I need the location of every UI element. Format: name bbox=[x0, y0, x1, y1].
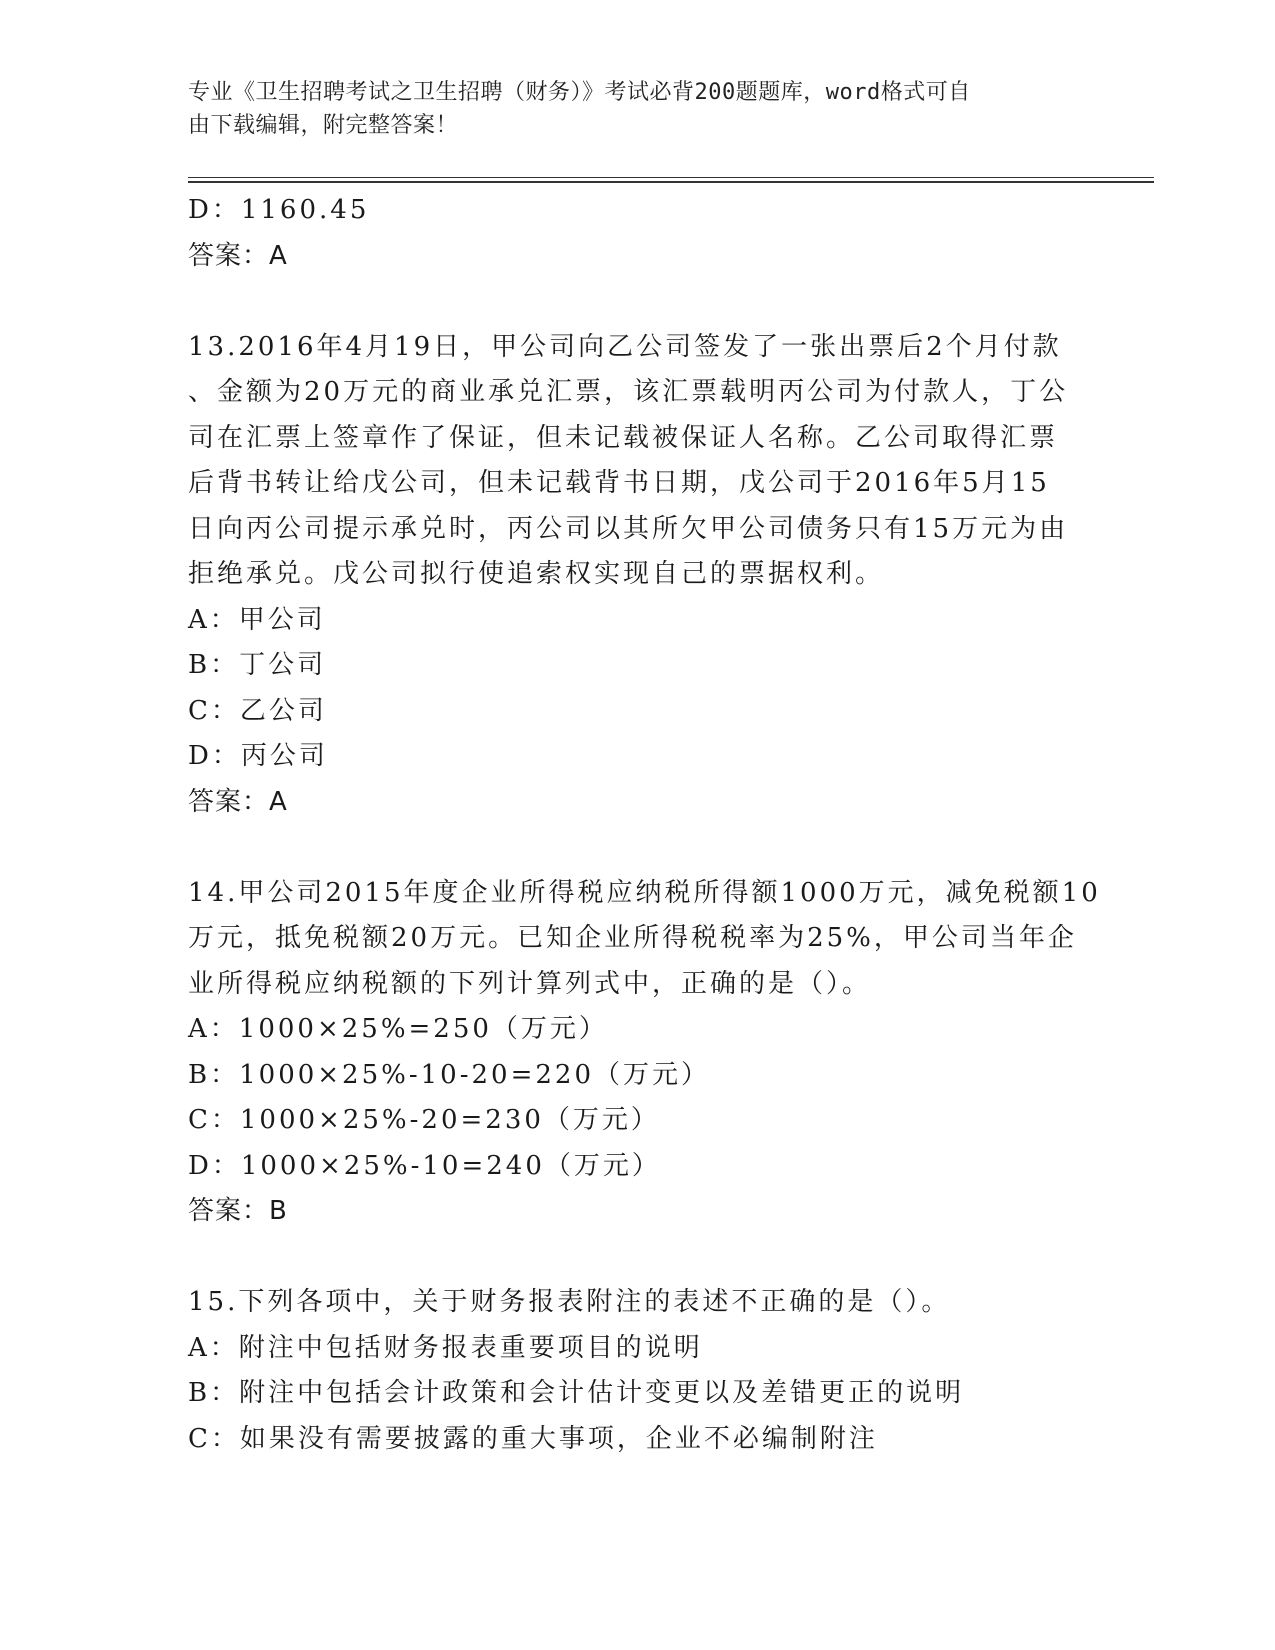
previous-question-tail bbox=[188, 188, 1088, 279]
question-text-line: 后背书转让给戊公司，但未记载背书日期，戊公司于2016年5月15 bbox=[188, 468, 1050, 498]
question-text-line: 司在汇票上签章作了保证，但未记载被保证人名称。乙公司取得汇票 bbox=[188, 422, 1059, 453]
answer-line: 答案：A bbox=[188, 786, 288, 817]
question-13 bbox=[188, 325, 1088, 826]
question-content bbox=[188, 188, 1101, 1462]
option-a: A：附注中包括财务报表重要项目的说明 bbox=[188, 1332, 703, 1363]
question-text-line: 、金额为20万元的商业承兑汇票，该汇票载明丙公司为付款人，丁公 bbox=[188, 377, 1069, 407]
option-c: C：1000×25%-20=230（万元） bbox=[188, 1105, 660, 1135]
option-a: A：甲公司 bbox=[188, 604, 326, 635]
option-c: C：如果没有需要披露的重大事项，企业不必编制附注 bbox=[188, 1423, 878, 1454]
option-b: B：丁公司 bbox=[188, 650, 327, 680]
option-a: A：1000×25%=250（万元） bbox=[188, 1014, 608, 1044]
spacer bbox=[188, 279, 1088, 325]
question-15 bbox=[188, 1280, 1088, 1462]
question-text-line: 13.2016年4月19日，甲公司向乙公司签发了一张出票后2个月付款 bbox=[188, 331, 1062, 362]
question-text-line: 14.甲公司2015年度企业所得税应纳税所得额1000万元，减免税额10 bbox=[188, 877, 1101, 908]
spacer bbox=[188, 825, 1088, 871]
option-b: B：附注中包括会计政策和会计估计变更以及差错更正的说明 bbox=[188, 1378, 965, 1408]
header-divider-thin bbox=[188, 177, 1154, 178]
option-d: D：丙公司 bbox=[188, 741, 328, 771]
header-line-1: 专业《卫生招聘考试之卫生招聘（财务）》考试必背200题题库，word格式可自 bbox=[188, 80, 971, 105]
header-line-2: 由下载编辑，附完整答案！ bbox=[188, 113, 459, 138]
question-text-line: 15.下列各项中，关于财务报表附注的表述不正确的是（）。 bbox=[188, 1287, 951, 1317]
question-text-line: 业所得税应纳税额的下列计算列式中，正确的是（）。 bbox=[188, 968, 872, 999]
document-header bbox=[188, 76, 1078, 142]
question-text-line: 日向丙公司提示承兑时，丙公司以其所欠甲公司债务只有15万元为由 bbox=[188, 513, 1069, 544]
header-divider-thick bbox=[188, 181, 1154, 183]
spacer bbox=[188, 1235, 1088, 1281]
option-c: C：乙公司 bbox=[188, 695, 327, 726]
question-14 bbox=[188, 871, 1101, 1235]
option-b: B：1000×25%-10-20=220（万元） bbox=[188, 1059, 710, 1090]
answer-line: 答案：A bbox=[188, 240, 288, 271]
answer-line: 答案：B bbox=[188, 1196, 288, 1226]
option-d: D：1160.45 bbox=[188, 195, 370, 225]
question-text-line: 拒绝承兑。戊公司拟行使追索权实现自己的票据权利。 bbox=[188, 559, 885, 589]
option-d: D：1000×25%-10=240（万元） bbox=[188, 1150, 661, 1181]
question-text-line: 万元，抵免税额20万元。已知企业所得税税率为25%，甲公司当年企 bbox=[188, 923, 1077, 953]
